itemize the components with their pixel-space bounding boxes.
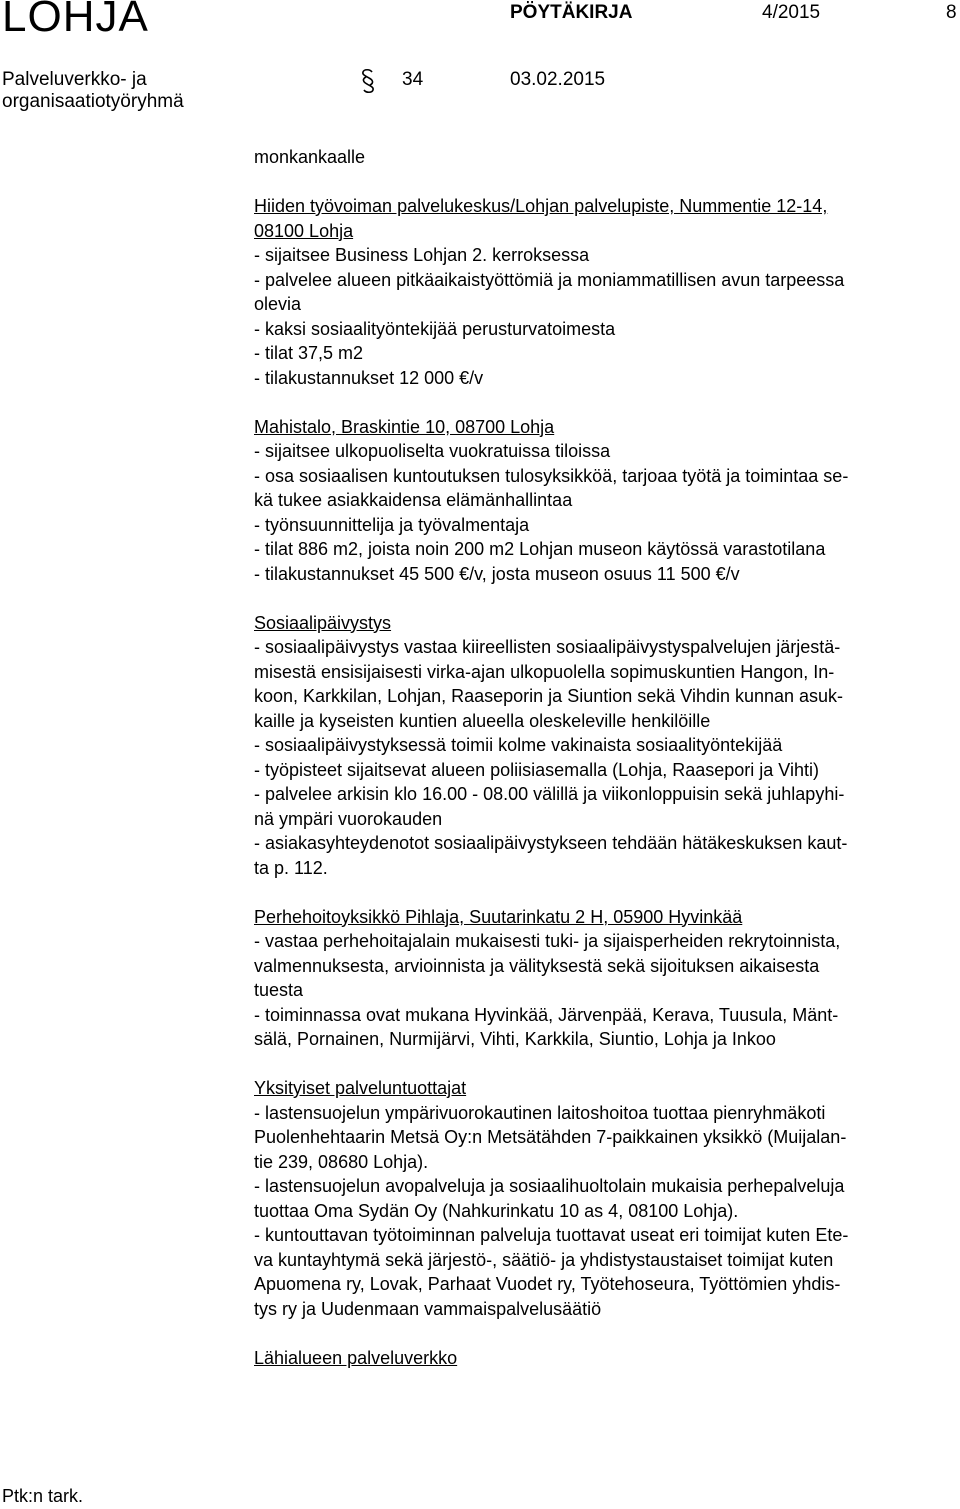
list-item: - sosiaalipäivystyksessä toimii kolme vakinaista sosiaalityöntekijää: [254, 735, 783, 755]
list-item: - tilakustannukset 12 000 €/v: [254, 367, 484, 388]
list-item: tys ry ja Uudenmaan vammaispalvelusäätiö: [254, 1298, 602, 1319]
document-body: [254, 145, 954, 1370]
perhehoitoyksikko-heading: Perhehoitoyksikkö Pihlaja, Suutarinkatu 2 H, 05900 Hyvinkää: [254, 906, 743, 927]
list-item: valmennuksesta, arvioinnista ja välityksestä sekä sijoituksen aikaisesta: [254, 955, 820, 976]
list-item: - palvelee arkisin klo 16.00 - 08.00 välillä ja viikonloppuisin sekä juhlapyhi-: [254, 784, 845, 804]
list-item: - työpisteet sijaitsevat alueen poliisiasemalla (Lohja, Raasepori ja Vihti): [254, 759, 819, 780]
list-item: kaille ja kyseisten kuntien alueella oleskeleville henkilöille: [254, 710, 711, 731]
list-item: - tilat 886 m2, joista noin 200 m2 Lohjan museon käytössä varastotilana: [254, 539, 826, 559]
list-item: tuottaa Oma Sydän Oy (Nahkurinkatu 10 as 4, 08100 Lohja).: [254, 1200, 739, 1221]
list-item: kä tukee asiakkaidensa elämänhallintaa: [254, 490, 573, 510]
lohja-logo: LOHJA: [2, 0, 149, 41]
meeting-date: 03.02.2015: [510, 69, 606, 90]
minutes-checker-label: Ptk:n tark.: [2, 1486, 84, 1506]
list-item: olevia: [254, 294, 302, 314]
list-item: - asiakasyhteydenotot sosiaalipäivystykseen tehdään hätäkeskuksen kaut-: [254, 833, 848, 853]
list-item: va kuntayhtymä sekä järjestö-, säätiö- ja yhdistystaustaiset toimijat kuten: [254, 1249, 834, 1270]
list-item: - lastensuojelun ympärivuorokautinen laitoshoitoa tuottaa pienryhmäkoti: [254, 1102, 826, 1123]
organ-name: Palveluverkko- ja organisaatiotyöryhmä: [2, 69, 184, 112]
list-item: - tilakustannukset 45 500 €/v, josta museon osuus 11 500 €/v: [254, 563, 740, 584]
list-item: Apuomena ry, Lovak, Parhaat Vuodet ry, Työtehoseura, Työttömien yhdis-: [254, 1274, 841, 1294]
lahialue-heading: Lähialueen palveluverkko: [254, 1347, 458, 1368]
list-item: tie 239, 08680 Lohja).: [254, 1151, 429, 1172]
list-item: - sijaitsee ulkopuoliselta vuokratuissa tiloissa: [254, 441, 611, 461]
section-sign-icon: [358, 68, 378, 94]
list-item: misestä ensisijaisesti virka-ajan ulkopuolella sopimuskuntien Hangon, In-: [254, 661, 835, 682]
list-item: sälä, Pornainen, Nurmijärvi, Vihti, Karkkila, Siuntio, Lohja ja Inkoo: [254, 1029, 776, 1049]
mahistalo-heading: Mahistalo, Braskintie 10, 08700 Lohja: [254, 416, 555, 437]
body-line: monkankaalle: [254, 147, 366, 167]
list-item: - sosiaalipäivystys vastaa kiireellisten sosiaalipäivystyspalvelujen järjestä-: [254, 637, 841, 657]
list-item: - työnsuunnittelija ja työvalmentaja: [254, 514, 530, 535]
list-item: - sijaitsee Business Lohjan 2. kerroksessa: [254, 245, 590, 265]
section-number: 34: [402, 69, 424, 90]
list-item: nä ympäri vuorokauden: [254, 808, 443, 829]
list-item: tuesta: [254, 980, 304, 1000]
page-number: 8: [946, 2, 957, 23]
sosiaalipaivystys-heading: Sosiaalipäivystys: [254, 612, 392, 633]
list-item: - lastensuojelun avopalveluja ja sosiaalihuoltolain mukaisia perhepalveluja: [254, 1176, 845, 1196]
hiiden-heading-line: Hiiden työvoiman palvelukeskus/Lohjan palvelupiste, Nummentie 12-14,: [254, 196, 828, 216]
list-item: - tilat 37,5 m2: [254, 343, 364, 363]
list-item: - kaksi sosiaalityöntekijää perusturvatoimesta: [254, 318, 616, 339]
list-item: ta p. 112.: [254, 857, 328, 878]
list-item: - toiminnassa ovat mukana Hyvinkää, Järvenpää, Kerava, Tuusula, Mänt-: [254, 1004, 839, 1025]
list-item: - osa sosiaalisen kuntoutuksen tulosyksikköä, tarjoaa työtä ja toimintaa se-: [254, 465, 849, 486]
list-item: - palvelee alueen pitkäaikaistyöttömiä ja moniammatillisen avun tarpeessa: [254, 269, 845, 290]
document-number: 4/2015: [762, 2, 821, 23]
document-type: PÖYTÄKIRJA: [510, 2, 633, 23]
list-item: Puolenhehtaarin Metsä Oy:n Metsätähden 7-paikkainen yksikkö (Muijalan-: [254, 1127, 847, 1147]
list-item: koon, Karkkilan, Lohjan, Raaseporin ja Siuntion sekä Vihdin kunnan asuk-: [254, 686, 844, 706]
list-item: - kuntouttavan työtoiminnan palveluja tuottavat useat eri toimijat kuten Ete-: [254, 1225, 849, 1245]
hiiden-heading-line: 08100 Lohja: [254, 220, 354, 241]
yksityiset-heading: Yksityiset palveluntuottajat: [254, 1078, 467, 1098]
list-item: - vastaa perhehoitajalain mukaisesti tuki- ja sijaisperheiden rekrytoinnista,: [254, 931, 841, 951]
